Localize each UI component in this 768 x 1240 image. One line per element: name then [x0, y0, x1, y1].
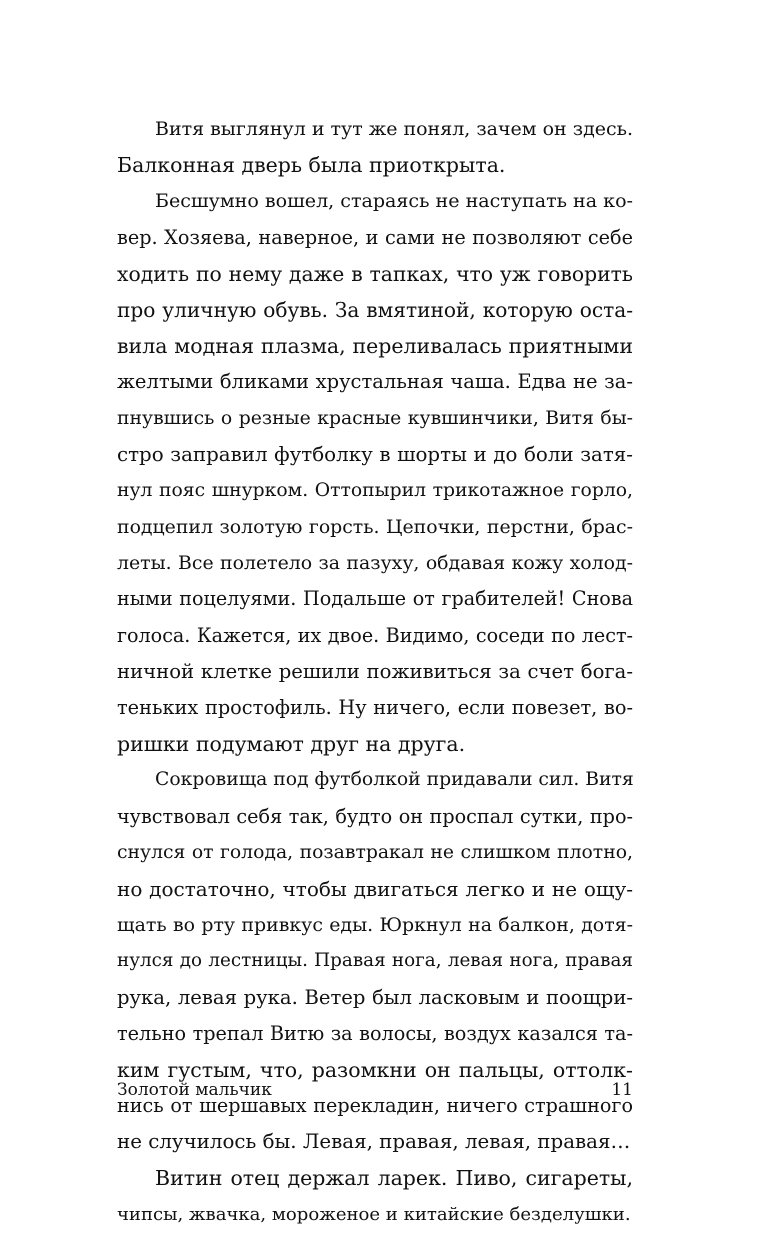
text-line: голоса. Кажется, их двое. Видимо, соседи по лест-	[117, 623, 633, 647]
text-line: ришки подумают друг на друга.	[117, 732, 466, 757]
text-line: снулся от голода, позавтракал не слишком плотно,	[117, 841, 633, 863]
text-line: Балконная дверь была приоткрыта.	[117, 153, 506, 178]
text-line: ходить по нему даже в тапках, что уж говорить	[117, 261, 633, 286]
text-line: ничной клетке решили поживиться за счет бога-	[117, 659, 633, 683]
text-line: нул пояс шнурком. Оттопырил трикотажное горло,	[117, 479, 633, 501]
text-line: желтыми бликами хрустальная чаша. Едва не за-	[117, 370, 633, 394]
text-line: не случилось бы. Левая, правая, левая, правая…	[117, 1130, 631, 1154]
running-title: Золотой мальчик	[117, 1080, 272, 1100]
text-line: Сокровища под футболкой придавали сил. Витя	[155, 769, 634, 791]
text-line: вила модная плазма, переливалась приятными	[117, 334, 633, 359]
text-line: Витин отец держал ларек. Пиво, сигареты,	[155, 1166, 633, 1191]
text-line: рука, левая рука. Ветер был ласковым и поощри-	[117, 985, 633, 1009]
paragraph	[117, 183, 633, 762]
text-line: ными поцелуями. Подальше от грабителей! Снова	[117, 587, 633, 611]
text-line: подцепил золотую горсть. Цепочки, перстни, брас-	[117, 516, 633, 539]
text-line: но достаточно, чтобы двигаться легко и не ощу-	[117, 876, 633, 901]
text-line: стро заправил футболку в шорты и до боли затя-	[117, 442, 633, 466]
text-line: леты. Все полетело за пазуху, обдавая кожу холод-	[117, 552, 633, 575]
body-text	[117, 111, 633, 1233]
page-footer	[117, 1076, 633, 1104]
text-line: ким густым, что, разомкни он пальцы, оттолк-	[117, 1057, 633, 1082]
text-line: нись от шершавых перекладин, ничего страшного	[117, 1094, 633, 1118]
text-line: чипсы, жвачка, мороженое и китайские безделушки.	[117, 1203, 631, 1225]
text-line: вер. Хозяева, наверное, и сами не позволяют себе	[117, 225, 633, 249]
page-number: 11	[611, 1080, 633, 1100]
text-line: про уличную обувь. За вмятиной, которую оста-	[117, 297, 633, 322]
text-line: теньких простофиль. Ну ничего, если повезет, во-	[117, 696, 633, 719]
text-line: тельно трепал Витю за волосы, воздух казался та-	[117, 1021, 633, 1045]
text-line: пнувшись о резные красные кувшинчики, Витя бы-	[117, 407, 633, 429]
text-line: Витя выглянул и тут же понял, зачем он здесь.	[155, 118, 633, 140]
paragraph	[117, 1160, 633, 1232]
text-line: щать во рту привкус еды. Юркнул на балкон, дотя-	[117, 914, 633, 937]
text-line: нулся до лестницы. Правая нога, левая нога, правая	[117, 950, 633, 972]
paragraph	[117, 111, 633, 183]
text-line: Бесшумно вошел, стараясь не наступать на ко-	[155, 190, 633, 213]
text-line: чувствовал себя так, будто он проспал сутки, про-	[117, 804, 633, 828]
